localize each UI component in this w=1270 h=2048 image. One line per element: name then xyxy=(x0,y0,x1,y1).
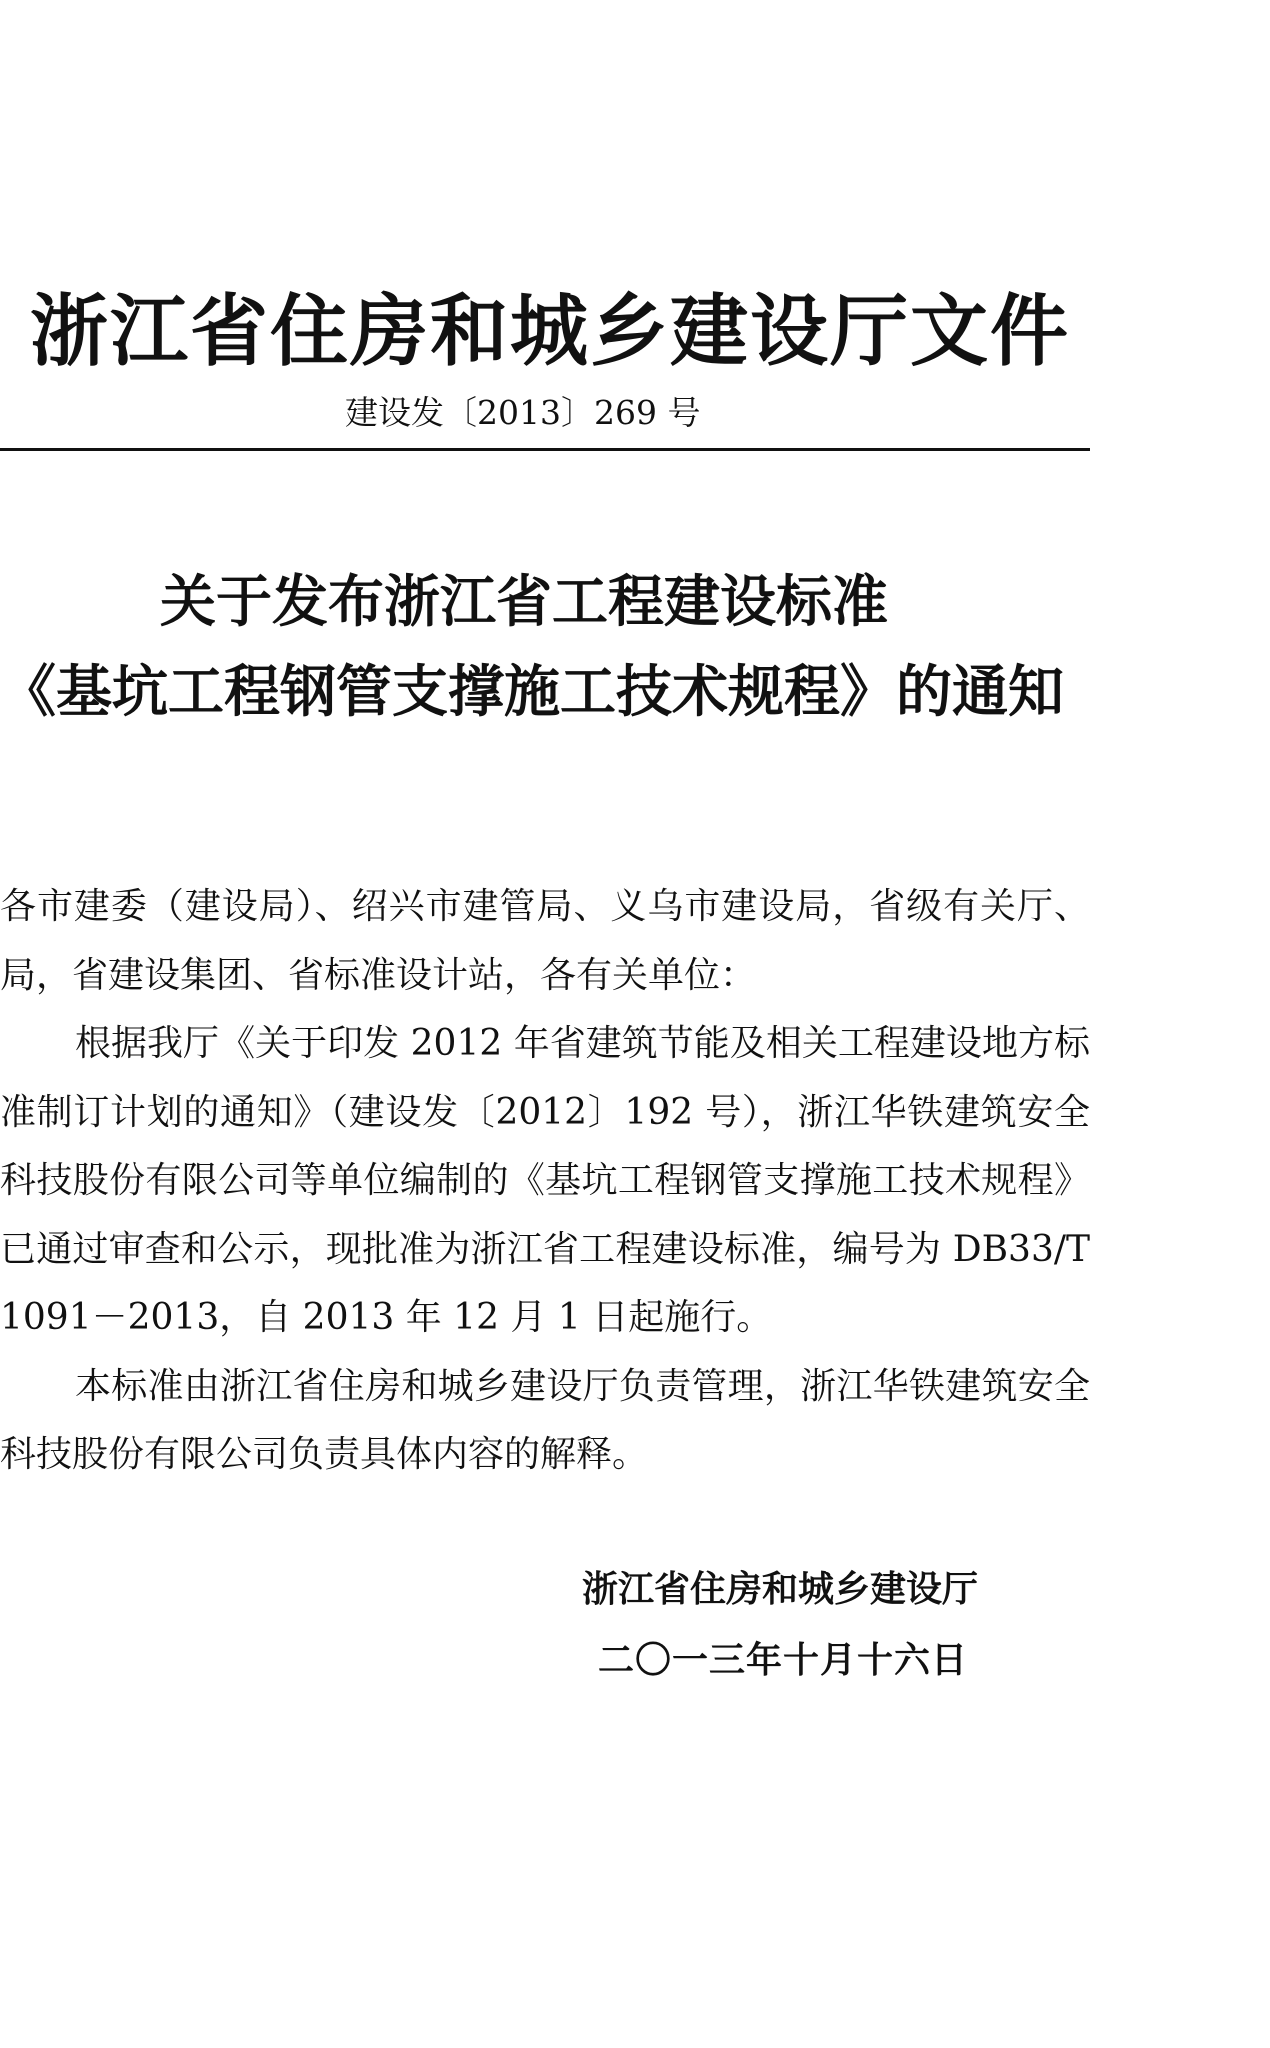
issuer-masthead: 浙江省住房和城乡建设厅文件 xyxy=(30,286,1071,377)
body-paragraph-2: 本标准由浙江省住房和城乡建设厅负责管理，浙江华铁建筑安全科技股份有限公司负责具体内容的解释。 xyxy=(0,1365,1090,1475)
document-number: 建设发〔2013〕269 号 xyxy=(345,393,701,432)
salutation: 各市建委（建设局）、绍兴市建管局、义乌市建设局，省级有关厅、局，省建设集团、省标准设计站，各有关单位： xyxy=(0,886,1090,996)
signatory: 浙江省住房和城乡建设厅 xyxy=(582,1569,979,1610)
header-divider xyxy=(0,448,1090,451)
notice-title-line-1: 关于发布浙江省工程建设标准 xyxy=(160,569,888,635)
notice-title-line-2: 《基坑工程钢管支撑施工技术规程》的通知 xyxy=(0,659,1064,725)
issue-date: 二〇一三年十月十六日 xyxy=(598,1640,969,1681)
notice-body xyxy=(0,873,1090,1490)
body-paragraph-1: 根据我厅《关于印发 2012 年省建筑节能及相关工程建设地方标准制订计划的通知》（建设发〔2012〕192 号），浙江华铁建筑安全科技股份有限公司等单位编制的《基坑工程钢管支撑施工技术规程》已通过审查和公示，现批准为浙江省工程建设标准，编号为 DB33/T 1091－2013，自 2013 年 12 月 1 日起施行。 xyxy=(0,1023,1090,1338)
